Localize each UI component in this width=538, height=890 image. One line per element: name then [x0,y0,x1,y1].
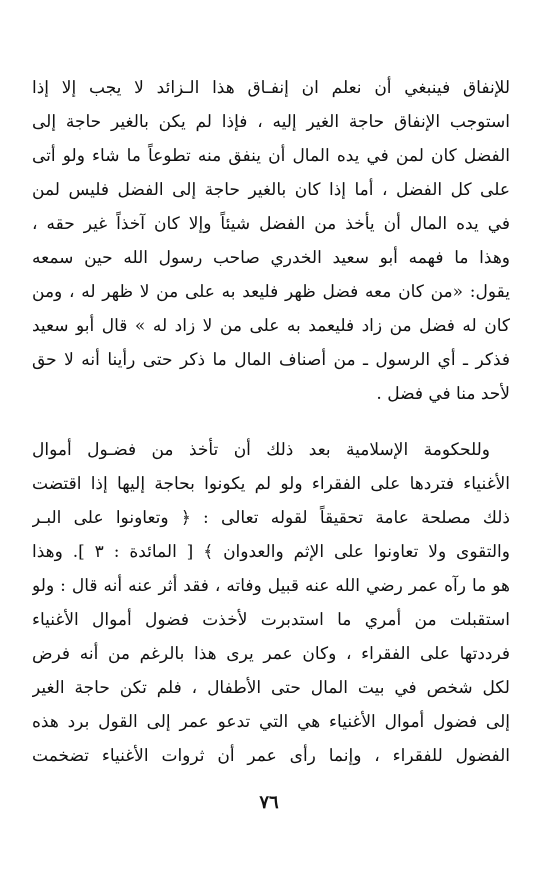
text-line: استوجب الإنفاق حاجة الغير إليه ، فإذا لم يكن بالغير حاجة إلى [32,112,510,132]
text-line: على كل الفضل ، أما إذا كان بالغير حاجة إلى الفضل فليس لمن [32,180,510,200]
text-line: الفضول للفقراء ، وإنما رأى عمر أن ثروات الأغنياء تضخمت [32,746,510,766]
text-line: يقول: «من كان معه فضل ظهر فليعد به على من لا ظهر له ، ومن [32,282,510,302]
text-line: لأحد منا في فضل . [376,384,510,404]
text-line: فذكر ـ أي الرسول ـ من أصناف المال ما ذكر حتى رأينا أنه لا حق [32,350,510,370]
text-line: والتقوى ولا تعاونوا على الإثم والعدوان ﴾ [ المائدة : ٣ ]. وهذا [32,542,510,562]
text-line: وللحكومة الإسلامية بعد ذلك أن تأخذ من فضـول أموال [32,440,490,460]
text-line: استقبلت من أمري ما استدبرت لأخذت فضول أموال الأغنياء [32,610,510,630]
text-line: الفضل كان لمن في يده المال أن ينفق منه تطوعاً ما شاء ولو أتى [32,146,510,166]
text-line: وهذا ما فهمه أبو سعيد الخدري صاحب رسول الله حين سمعه [32,248,510,268]
text-line: هو ما رآه عمر رضي الله عنه قبيل وفاته ، فقد أثر عنه أنه قال : ولو [32,576,510,596]
text-line: إلى فضول أموال الأغنياء هي التي تدعو عمر إلى القول برد هذه [32,712,510,732]
text-line: كان له فضل من زاد فليعمد به على من لا زاد له » قال أبو سعيد [32,316,510,336]
text-line: ذلك مصلحة عامة تحقيقاً لقوله تعالى : ﴿ وتعاونوا على البـر [32,508,510,528]
text-line: الأغنياء فتردها على الفقراء ولو لم يكونوا بحاجة إليها إذا اقتضت [32,474,510,494]
text-line: فرددتها على الفقراء ، وكان عمر يرى هذا بالرغم من أنه فرض [32,644,510,664]
text-line: للإنفاق فينبغي أن نعلم ان إنفـاق هذا الـزائد لا يجب إلا إذا [32,78,510,98]
text-line: في يده المال أن يأخذ من الفضل شيئاً وإلا كان آخذاً غير حقه ، [32,214,510,234]
page-number: ٧٦ [259,792,279,813]
text-line: لكل شخص في بيت المال حتى الأطفال ، فلم تكن حاجة الغير [32,678,510,698]
